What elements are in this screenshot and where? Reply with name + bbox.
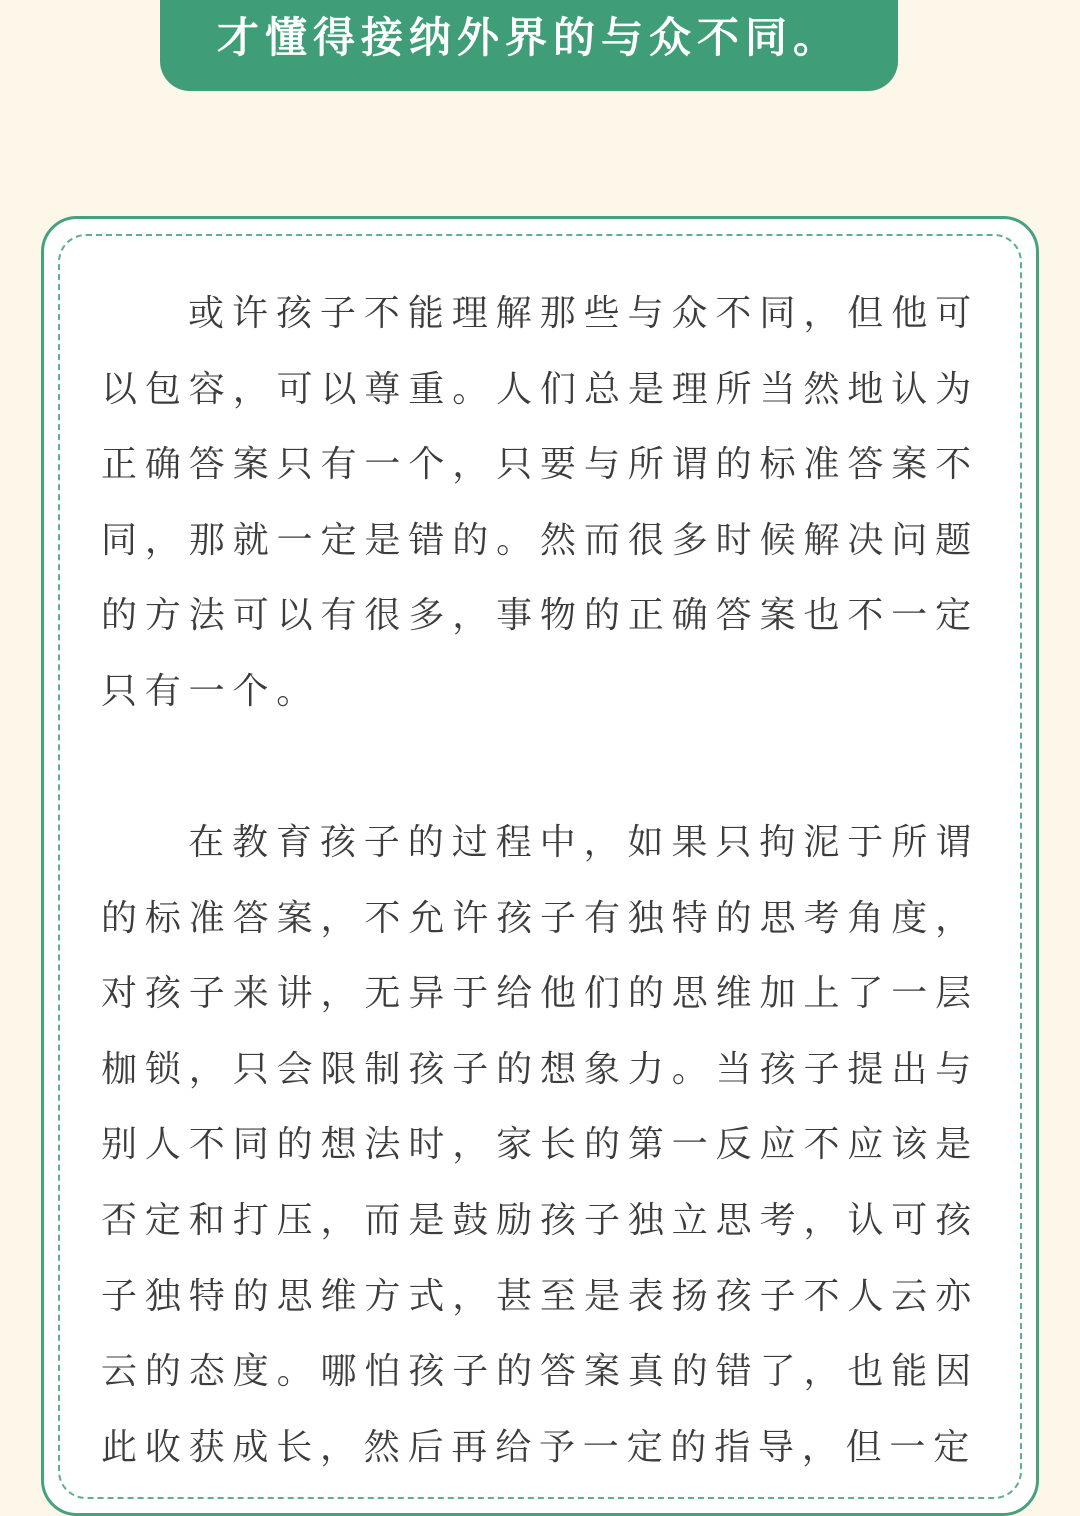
article-paragraph-1: 或许孩子不能理解那些与众不同，但他可以包容，可以尊重。人们总是理所当然地认为正确答案只有一个，只要与所谓的标准答案不同，那就一定是错的。然而很多时候解决问题的方法可以有很多，事物的正确答案也不一定只有一个。: [101, 293, 979, 712]
title-banner: [160, 0, 898, 91]
article-paragraph-2: 在教育孩子的过程中，如果只拘泥于所谓的标准答案，不允许孩子有独特的思考角度，对孩子来讲，无异于给他们的思维加上了一层枷锁，只会限制孩子的想象力。当孩子提出与别人不同的想法时，家长的第一反应不应该是否定和打压，而是鼓励孩子独立思考，认可孩子独特的思维方式，甚至是表扬孩子不人云亦云的态度。哪怕孩子的答案真的错了，也能因此收获成长，然后再给予一定的指导，但一定: [101, 822, 979, 1468]
banner-title: 才懂得接纳外界的与众不同。: [216, 13, 841, 62]
